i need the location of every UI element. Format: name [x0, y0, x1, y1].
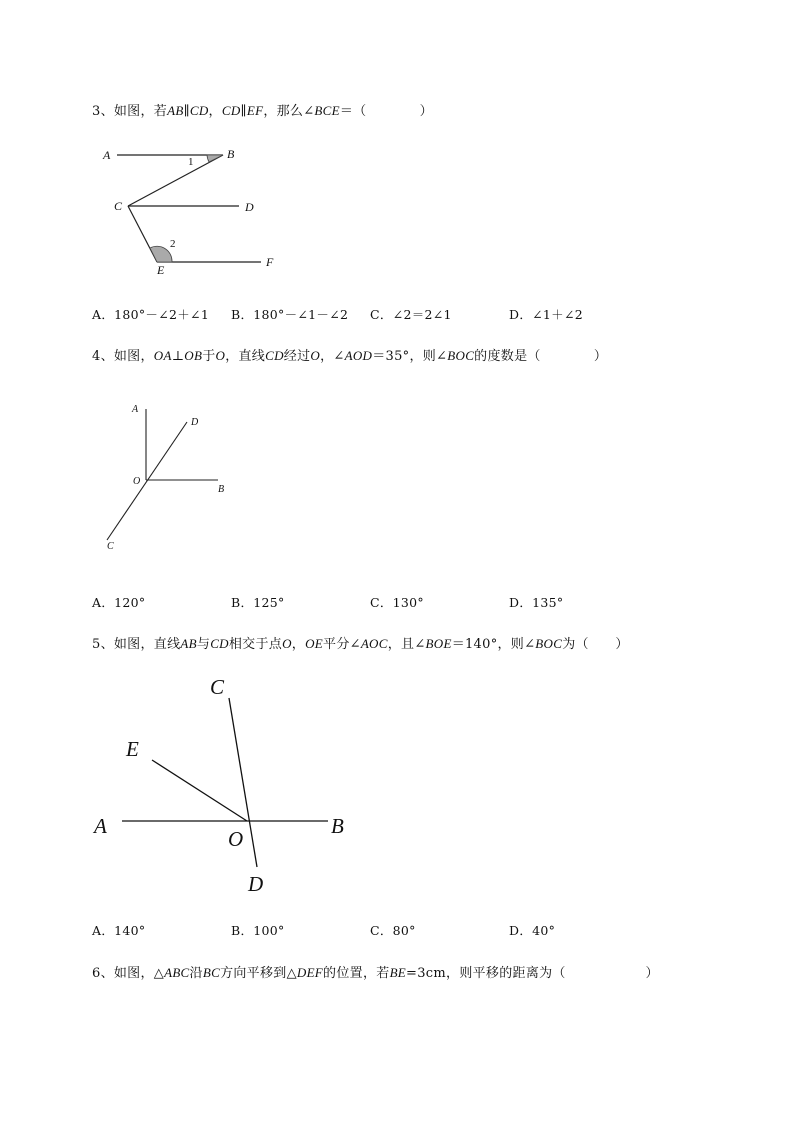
q4-var: OB [184, 348, 203, 363]
q3-symbol: ∥ [240, 104, 247, 119]
q4-text: ，∠ [320, 349, 345, 364]
q4-text: ，直线 [225, 349, 266, 364]
q5-text: 如图，直线 [113, 637, 181, 652]
label-E: E [157, 263, 165, 275]
q6-text: 沿 [189, 966, 203, 981]
q4-text: 如图， [113, 349, 154, 364]
q5-option-d[interactable]: D．40° [509, 923, 556, 938]
q4-var: OA [153, 348, 172, 363]
label-E: E [126, 737, 139, 761]
q5-text: 平分∠ [323, 637, 361, 652]
q5-text: ， [291, 637, 306, 652]
q4-option-b[interactable]: B．125° [231, 595, 285, 610]
question-3-number: 3、 [92, 104, 114, 119]
q6-text: 方向平移到△ [220, 966, 297, 981]
question-3-stem [92, 100, 433, 119]
question-5-number: 5、 [92, 637, 114, 652]
angle-1-marker [207, 155, 223, 162]
q5-option-b[interactable]: B．100° [231, 923, 285, 938]
q4-text: 的度数是（ ） [474, 349, 608, 364]
q3-text: ＝（ ） [339, 104, 433, 119]
question-4-stem [92, 345, 607, 364]
label-O: O [133, 476, 141, 487]
q4-var: BOC [447, 348, 475, 363]
q4-text: ＝35°，则∠ [372, 349, 448, 364]
q5-text: ，且∠ [387, 637, 426, 652]
question-5-figure [90, 670, 370, 900]
label-O: O [228, 827, 244, 851]
q3-option-a[interactable]: A．180°－∠2＋∠1 [92, 307, 210, 322]
q5-var: BOE [425, 636, 452, 651]
angle-2-marker [150, 246, 172, 262]
q3-text: ，那么∠ [263, 104, 315, 119]
q5-text: 与 [196, 637, 211, 652]
q4-option-a[interactable]: A．120° [92, 595, 146, 610]
q5-text: 为（ ） [562, 637, 629, 652]
q4-text: 于 [202, 349, 216, 364]
label-A: A [103, 148, 111, 162]
q3-var: EF [246, 103, 264, 118]
q4-option-d[interactable]: D．135° [509, 595, 564, 610]
angle-1-label: 1 [188, 156, 194, 168]
q4-symbol: ⊥ [171, 349, 185, 364]
q4-var: O [310, 348, 321, 363]
q4-option-c[interactable]: C．130° [370, 595, 424, 610]
label-F: F [266, 255, 274, 269]
q5-var: AB [180, 636, 197, 651]
q6-text: 的位置，若 [323, 966, 390, 981]
q5-option-c[interactable]: C．80° [370, 923, 416, 938]
label-C: C [114, 199, 123, 213]
line-CD [107, 422, 187, 540]
q5-var: CD [210, 636, 229, 651]
label-A: A [132, 404, 139, 415]
q4-text: 经过 [283, 349, 311, 364]
q3-symbol: ∥ [183, 104, 190, 119]
question-4-number: 4、 [92, 349, 114, 364]
q5-var: OE [305, 636, 324, 651]
q3-var: CD [189, 103, 209, 118]
label-A: A [94, 814, 107, 838]
label-C: C [107, 541, 114, 552]
q6-var: ABC [164, 965, 190, 980]
label-B: B [218, 484, 225, 495]
label-C: C [210, 675, 225, 699]
q3-option-c[interactable]: C．∠2＝2∠1 [370, 307, 452, 322]
q3-text: ， [208, 104, 222, 119]
q3-var: CD [221, 103, 241, 118]
q5-text: 相交于点 [228, 637, 283, 652]
q6-var: BE [389, 965, 407, 980]
q6-text: =3cm，则平移的距离为（ ） [406, 966, 659, 981]
q3-var: BCE [314, 103, 340, 118]
q5-var: AOC [360, 636, 388, 651]
q5-text: ＝140°，则∠ [451, 637, 536, 652]
label-D: D [245, 200, 254, 214]
q4-var: CD [265, 348, 284, 363]
q6-var: DEF [296, 965, 324, 980]
q3-option-d[interactable]: D．∠1＋∠2 [509, 307, 583, 322]
q6-text: 如图，△ [113, 966, 165, 981]
line-BC [128, 155, 223, 206]
q3-text: 如图，若 [113, 104, 168, 119]
label-D: D [248, 872, 264, 896]
label-B: B [331, 814, 344, 838]
question-5-stem [92, 633, 629, 652]
q3-var: AB [167, 103, 184, 118]
question-6-number: 6、 [92, 966, 114, 981]
q4-var: AOD [344, 348, 373, 363]
q6-var: BC [202, 965, 221, 980]
q3-option-b[interactable]: B．180°－∠1－∠2 [231, 307, 349, 322]
label-B: B [227, 147, 235, 161]
q5-option-a[interactable]: A．140° [92, 923, 146, 938]
question-3-figure [95, 140, 295, 275]
q4-var: O [215, 348, 226, 363]
q5-var: BOC [535, 636, 563, 651]
label-D: D [191, 417, 199, 428]
q5-var: O [282, 636, 292, 651]
ray-OE [152, 760, 247, 821]
angle-2-label: 2 [170, 238, 176, 250]
question-6-stem [92, 962, 659, 981]
question-4-figure [95, 395, 245, 560]
